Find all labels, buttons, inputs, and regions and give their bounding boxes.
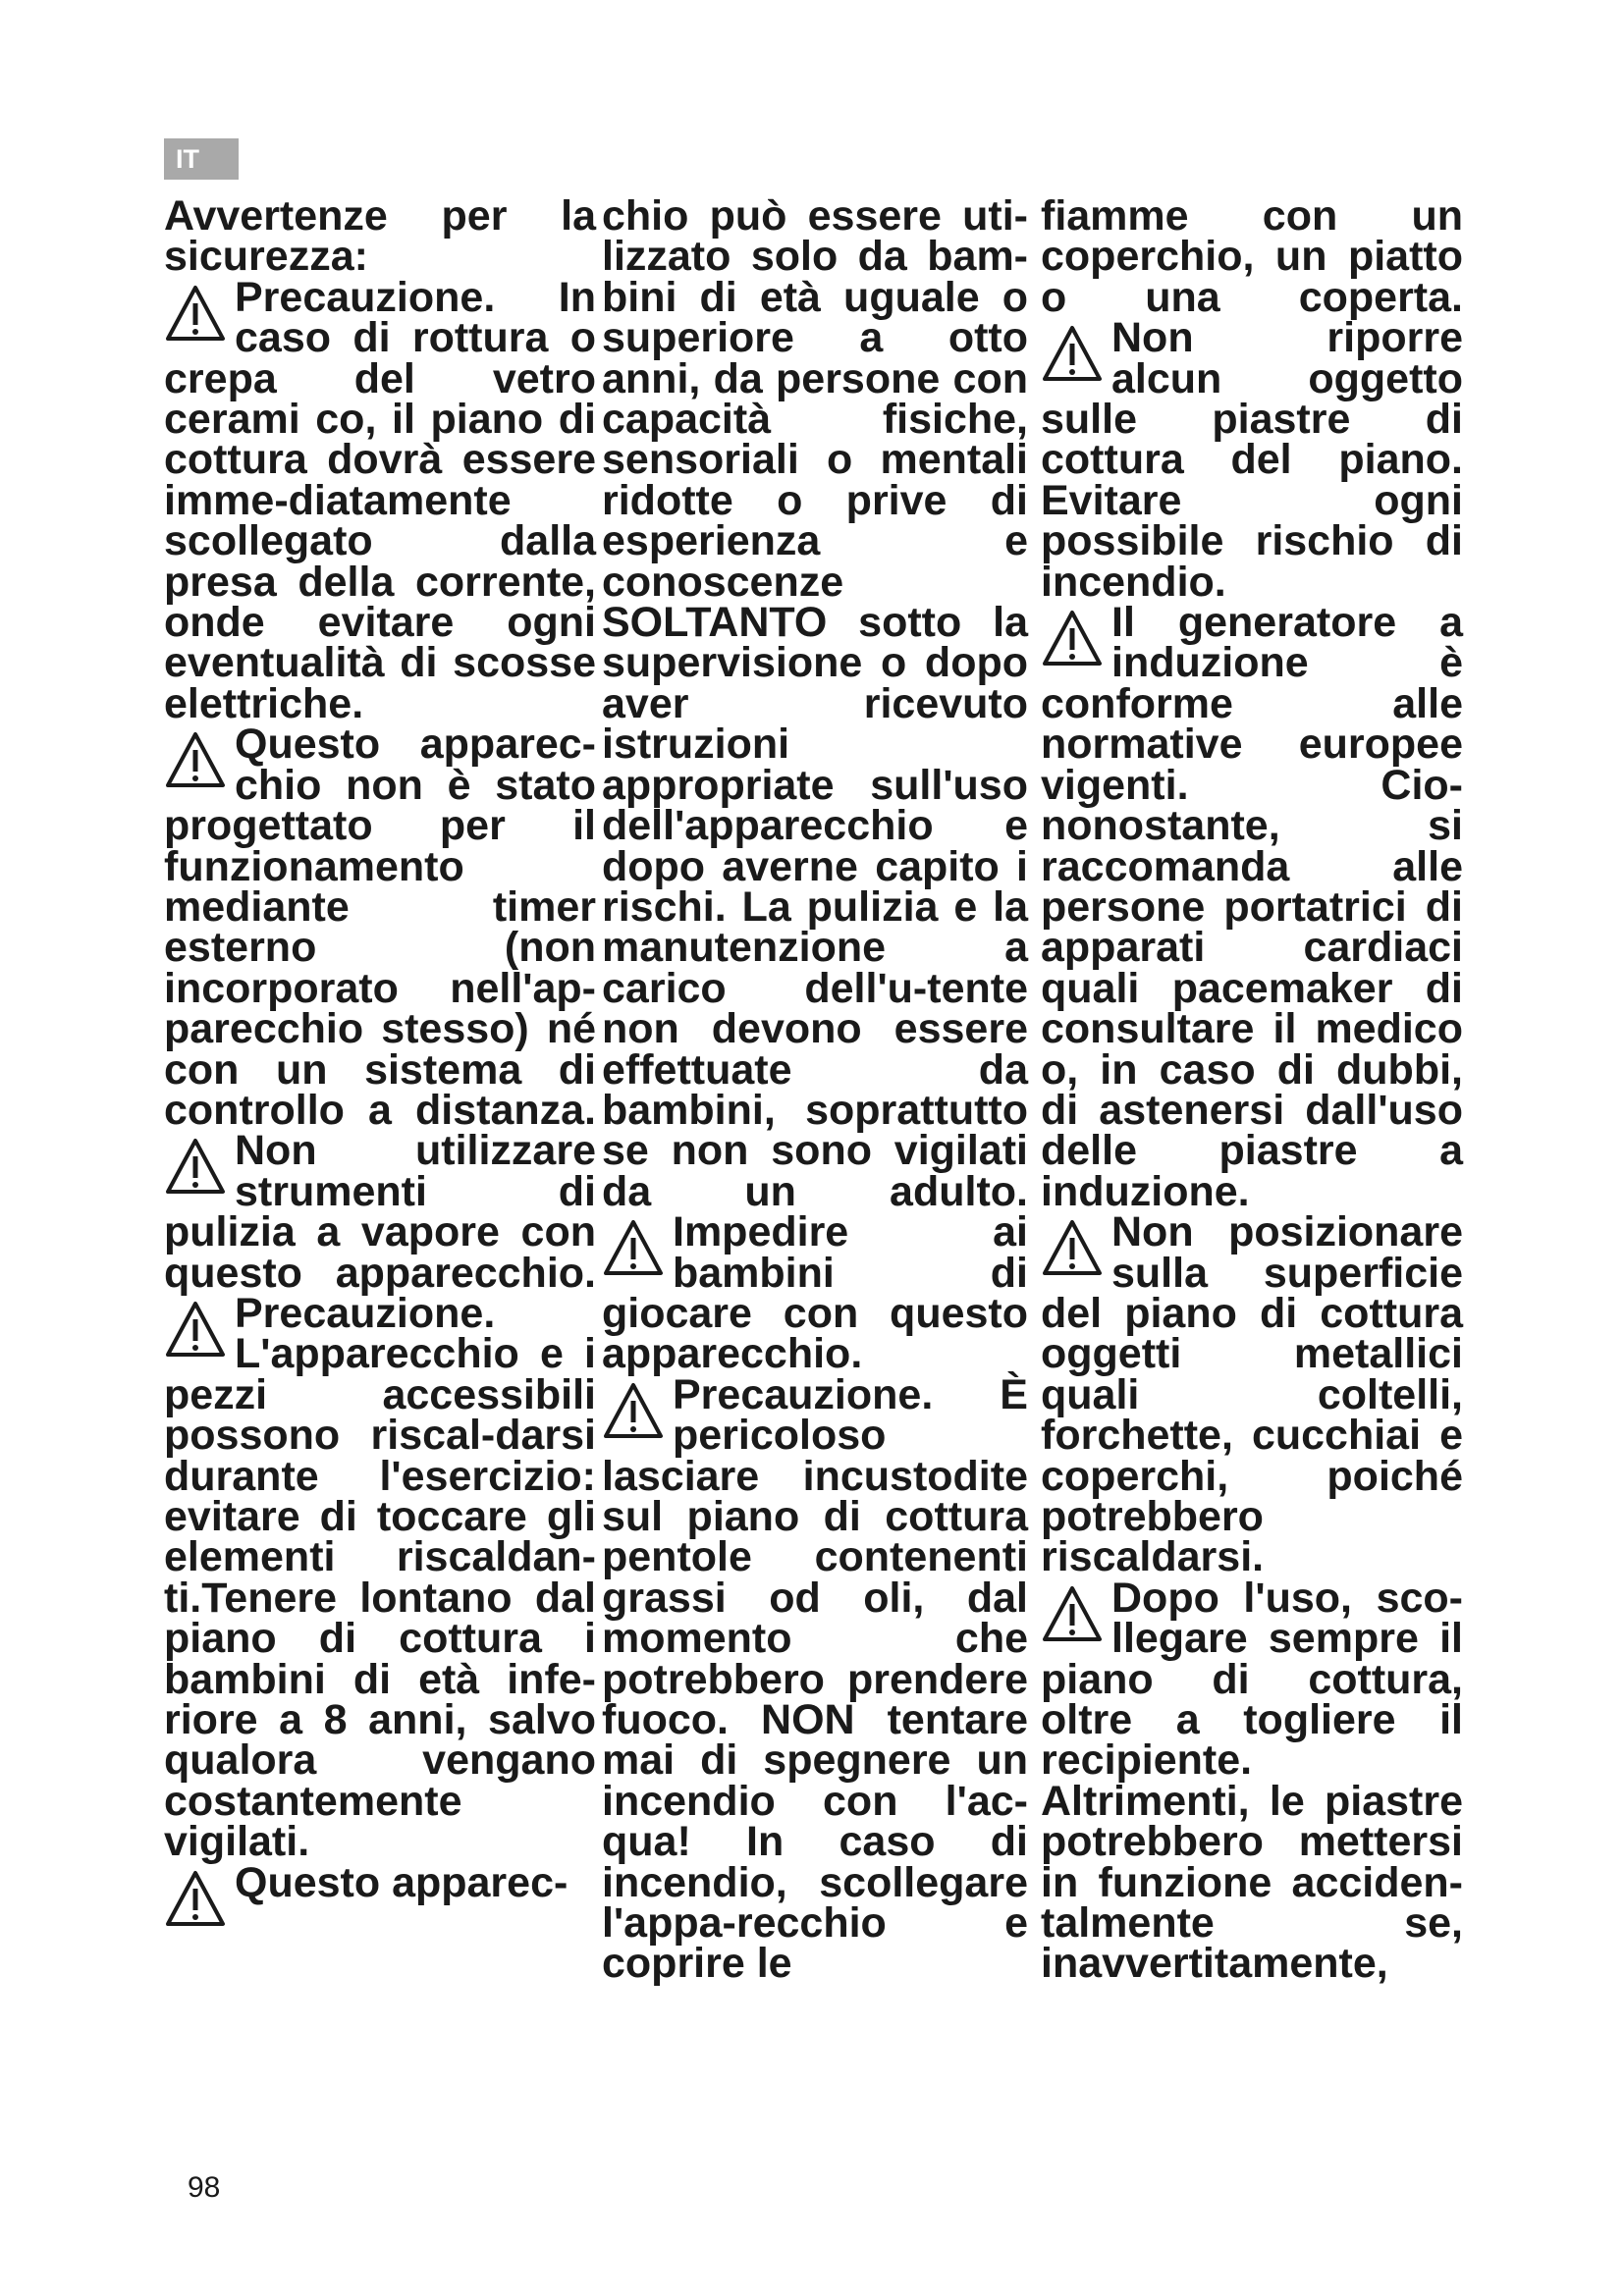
section-title: Avvertenze per la sicurezza:: [164, 192, 596, 281]
body-paragraph: chio può essere uti-lizzato solo da bam-bini di età uguale o superiore a otto anni, da persone con capacità fisiche, sensoriali o mentali ridotte o prive di esperienza e conoscenze SOLTANTO sotto la supervisione o dopo aver ricevuto istruzioni appropriate sull'uso dell'apparecchio e dopo averne capito i rischi. La pulizia e la manutenzione a carico dell'u-tente non devono essere effettuate da bambini, soprattutto se non sono vigilati da un adulto.: [602, 192, 1028, 1215]
warning-triangle-icon: [1041, 324, 1104, 383]
language-badge: IT: [164, 138, 239, 180]
warning-paragraph: [164, 721, 596, 1134]
warning-triangle-icon: [164, 284, 227, 343]
page-number: 98: [188, 2171, 221, 2204]
body-paragraph: fiamme con un coperchio, un piatto o una coperta.: [1041, 192, 1463, 321]
warning-text: Questo apparec-: [235, 1858, 568, 1906]
text-column-2: [602, 192, 1028, 1988]
warning-triangle-icon: [1041, 1584, 1104, 1643]
warning-paragraph: [602, 1370, 1028, 1988]
text-column-3: [1041, 192, 1463, 1988]
warning-text: Questo apparec-chio non è stato progettato per il funzionamento mediante timer esterno (non incorporato nell'ap-parecchio stesso) né con un sistema di controllo a distanza.: [164, 721, 596, 1134]
warning-paragraph: [1041, 1574, 1463, 1988]
warning-text: Precauzione. È pericoloso lasciare incustodite sul piano di cottura pentole contenenti grassi od oli, dal momento che potrebbero prendere fuoco. NON tentare mai di spegnere un incendio con l'ac-qua! In caso di incendio, scollegare l'appa-recchio e coprire le: [602, 1370, 1028, 1988]
warning-paragraph: [164, 273, 596, 727]
warning-paragraph: [1041, 599, 1463, 1215]
warning-text: Precauzione. L'apparecchio e i pezzi accessibili possono riscal-darsi durante l'esercizio: evitare di toccare gli elementi riscaldan-ti.Tenere lontano dal piano di cottura i bambini di età infe-riore a 8 anni, salvo qualora vengano costantemente vigilati.: [164, 1289, 596, 1866]
text-column-1: [164, 192, 596, 1928]
warning-triangle-icon: [602, 1381, 665, 1440]
warning-paragraph: [1041, 314, 1463, 606]
warning-triangle-icon: [164, 730, 227, 789]
warning-paragraph: [602, 1208, 1028, 1378]
warning-triangle-icon: [602, 1218, 665, 1277]
warning-paragraph: [1041, 1208, 1463, 1581]
warning-paragraph: [164, 1289, 596, 1866]
warning-triangle-icon: [1041, 609, 1104, 667]
warning-text: Non utilizzare strumenti di pulizia a vapore con questo apparecchio.: [164, 1127, 596, 1297]
warning-triangle-icon: [164, 1300, 227, 1359]
warning-text: Precauzione. In caso di rottura o crepa del vetro cerami co, il piano di cottura dovrà essere imme-diatamente scollegato dalla presa della corrente, onde evitare ogni eventualità di scosse elettriche.: [164, 273, 596, 727]
warning-triangle-icon: [164, 1137, 227, 1196]
warning-triangle-icon: [164, 1869, 227, 1928]
warning-text: Impedire ai bambini di giocare con questo apparecchio.: [602, 1208, 1028, 1378]
warning-text: Non posizionare sulla superficie del piano di cottura oggetti metallici quali coltelli, forchette, cucchiai e coperchi, poiché potrebbero riscaldarsi.: [1041, 1208, 1463, 1581]
warning-text: Non riporre alcun oggetto sulle piastre di cottura del piano. Evitare ogni possibile rischio di incendio.: [1041, 314, 1463, 606]
warning-triangle-icon: [1041, 1218, 1104, 1277]
warning-text: Dopo l'uso, sco-llegare sempre il piano di cottura, oltre a togliere il recipiente. Altrimenti, le piastre potrebbero mettersi in funzione acciden- talmente se, inavvertitamente,: [1041, 1574, 1463, 1988]
warning-paragraph: [164, 1127, 596, 1297]
warning-paragraph: [164, 1858, 596, 1906]
warning-text: Il generatore a induzione è conforme alle normative europee vigenti. Cio-nonostante, si raccomanda alle persone portatrici di apparati cardiaci quali pacemaker di consultare il medico o, in caso di dubbi, di astenersi dall'uso delle piastre a induzione.: [1041, 599, 1463, 1215]
